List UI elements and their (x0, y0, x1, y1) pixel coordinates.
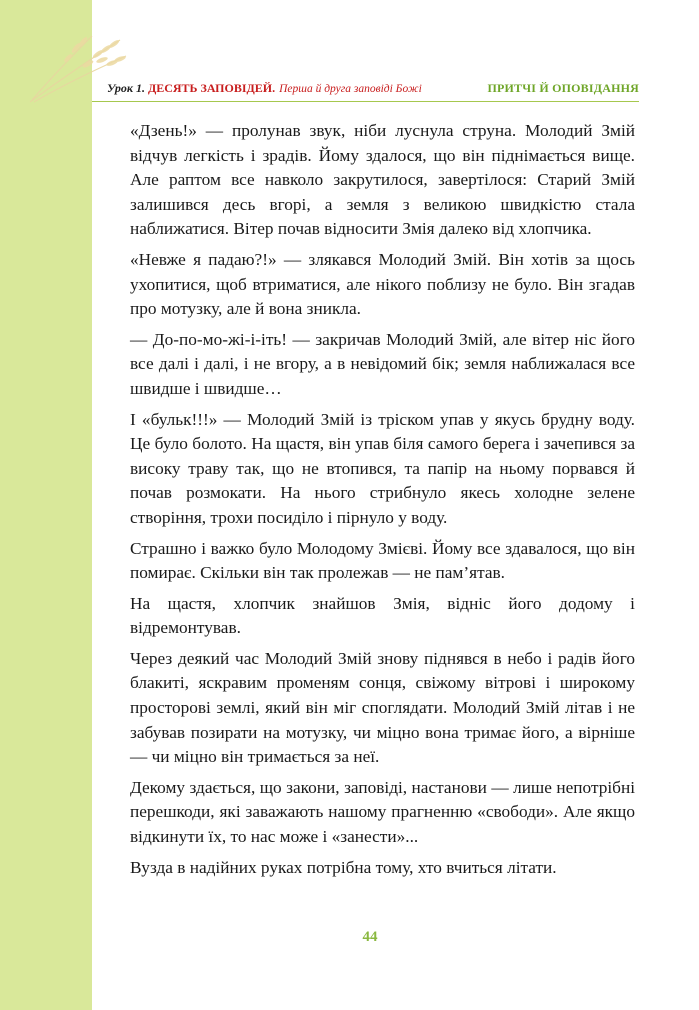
side-band (0, 0, 92, 1010)
paragraph: «Невже я падаю?!» — злякався Молодий Змій. Він хотів за щось ухопитися, щоб втриматися, але нікого поблизу не було. Він згадав про мотузку, але й вона зникла. (130, 249, 635, 319)
paragraph: Вузда в надійних руках потрібна тому, хто вчиться літати. (130, 857, 557, 877)
running-header (92, 80, 639, 102)
lesson-number: Урок 1. (107, 81, 145, 95)
paragraph: «Дзень!» — пролунав звук, ніби луснула струна. Молодий Змій відчув легкість і зрадів. Йому здалося, що він піднімається вище. Але раптом все навколо закрутилося, завертілося: Старий Змій залишився десь вгорі, а земля з великою швидкістю стала наближатися. Вітер почав відносити Змія далеко від хлопчика. (130, 121, 635, 239)
page-number: 44 (362, 929, 378, 945)
section-title: ПРИТЧІ Й ОПОВІДАННЯ (487, 81, 639, 95)
paragraph: На щастя, хлопчик знайшов Змія, відніс його додому і відремонтував. (130, 593, 635, 638)
story-text (130, 119, 635, 886)
lesson-title: ДЕСЯТЬ ЗАПОВІДЕЙ. (147, 81, 276, 95)
paragraph: — До-по-мо-жі-і-іть! — закричав Молодий Змій, але вітер ніс його все далі і далі, і не вгору, а в невідомий бік; земля наближалася все швидше і швидше… (130, 329, 635, 398)
paragraph: І «бульк!!!» — Молодий Змій із тріском упав у якусь брудну воду. Це було болото. На щастя, він упав біля самого берега і зачепився за високу траву так, що не втопився, та папір на ньому порвався й почав розмокати. На нього стрибнуло якесь холодне зелене створіння, трохи посиділо і пірнуло у воду. (130, 409, 635, 527)
paragraph: Страшно і важко було Молодому Змієві. Йому все здавалося, що він помирає. Скільки він так пролежав — не пам’ятав. (130, 538, 635, 583)
paragraph: Декому здається, що закони, заповіді, настанови — лише непотрібні перешкоди, які заважають нашому прагненню «свободи». Але якщо відкинути їх, то нас може і «занести»... (130, 777, 635, 847)
paragraph: Через деякий час Молодий Змій знову піднявся в небо і радів його блакиті, яскравим променям сонця, свіжому вітрові і широкому просторові землі, який він міг споглядати. Молодий Змій літав і не забував позирати на мотузку, чи міцно вона тримає його, а вірніше — чи міцно він тримається за неї. (130, 648, 635, 767)
header-rule (92, 101, 639, 102)
lesson-subtitle: Перша й друга заповіді Божі (279, 83, 422, 95)
